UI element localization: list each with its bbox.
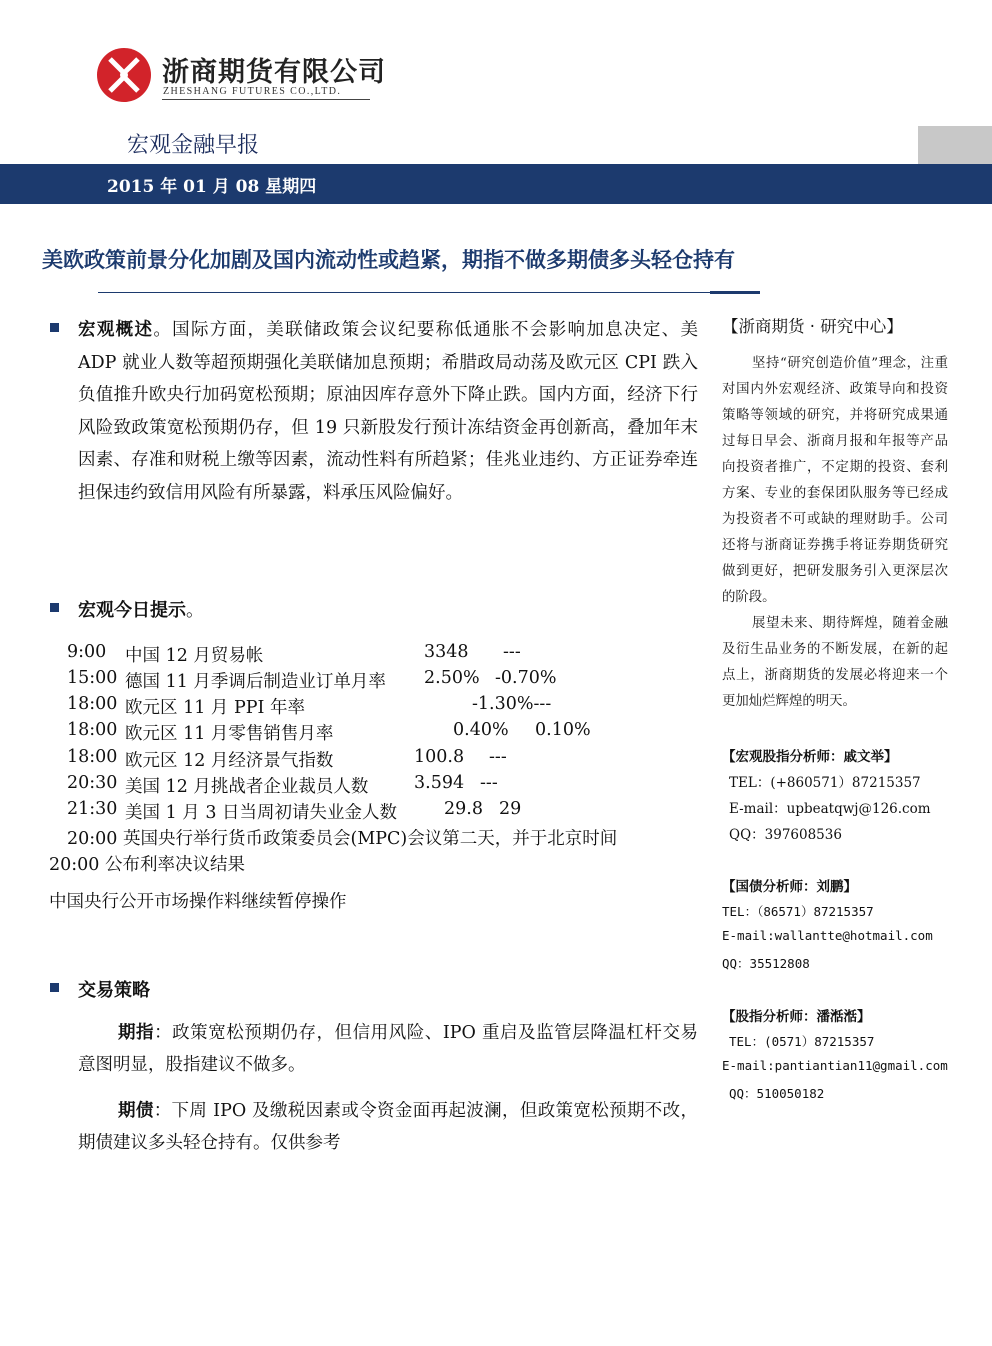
overview-paragraph — [78, 314, 698, 510]
event-name: 德国 11 月季调后制造业订单月率 — [125, 672, 386, 692]
strategy-index-futures: 期指：政策宽松预期仍存，但信用风险、IPO 重启及监管层降温杠杆交易意图明显，股指建议不做多。 — [78, 1023, 698, 1075]
analyst-tel: TEL：（86571）87215357 — [722, 904, 874, 919]
header-accent-box — [918, 126, 992, 164]
event-time: 9:00 — [67, 642, 107, 662]
bullet-square-icon — [50, 983, 59, 992]
mpc-event-line1: 20:00 英国央行举行货币政策委员会(MPC)会议第二天，并于北京时间 — [67, 829, 618, 849]
analyst-heading: 【国债分析师：刘鹏】 — [722, 879, 857, 895]
event-time: 15:00 — [67, 668, 118, 688]
event-previous: 2.50% — [424, 668, 480, 688]
pboc-note: 中国央行公开市场操作料继续暂停操作 — [49, 892, 347, 912]
analyst-tel: TEL：(+860571）87215357 — [729, 775, 921, 791]
event-previous: 29.8 — [444, 799, 483, 819]
analyst-qq: QQ：397608536 — [729, 827, 842, 843]
event-forecast: --- — [489, 747, 507, 767]
event-forecast: 0.10% — [535, 720, 591, 740]
analyst-email[interactable]: E-mail:pantiantian11@gmail.com — [722, 1058, 948, 1073]
strategy-bond-futures: 期债：下周 IPO 及缴税因素或令资金面再起波澜，但政策宽松预期不改，期债建议多头轻仓持有。仅供参考 — [78, 1101, 698, 1153]
analyst-qq: QQ：510050182 — [729, 1086, 825, 1101]
today-title: 宏观今日提示 — [78, 600, 186, 621]
mpc-event-line2: 20:00 公布利率决议结果 — [49, 855, 245, 875]
analyst-email[interactable]: E-mail:wallantte@hotmail.com — [722, 928, 933, 943]
event-name: 欧元区 11 月 PPI 年率 — [125, 698, 305, 718]
event-forecast: 29 — [499, 799, 522, 819]
event-previous: 3348 — [424, 642, 469, 662]
headline-divider — [98, 292, 710, 293]
event-name: 中国 12 月贸易帐 — [125, 646, 264, 666]
event-forecast: -1.30%--- — [472, 694, 552, 714]
event-name: 美国 12 月挑战者企业裁员人数 — [125, 777, 369, 797]
overview-text: 。国际方面，美联储政策会议纪要称低通胀不会影响加息决定、美 ADP 就业人数等超预期强化美联储加息预期；希腊政局动荡及欧元区 CPI 跌入负值推升欧央行加码宽松预期；原油因库存意外下降止跌。国内方面，经济下行风险致政策宽松预期仍存，但 19 只新股发行预计冻结资金再创新高，叠加年末因素、存准和财税上缴等因素，流动性料有所趋紧；佳兆业违约、方正证券牵连担保违约致信用风险有所暴露，料承压风险偏好。 — [78, 320, 698, 503]
analyst-tel: TEL：(0571）87215357 — [729, 1034, 875, 1049]
event-name: 欧元区 11 月零售销售月率 — [125, 724, 334, 744]
event-time: 20:30 — [67, 773, 118, 793]
bullet-square-icon — [50, 323, 59, 332]
event-forecast: --- — [503, 642, 521, 662]
sidebar-intro-p2: 展望未来、期待辉煌，随着金融及衍生品业务的不断发展，在新的起点上，浙商期货的发展必将迎来一个更加灿烂辉煌的明天。 — [722, 616, 948, 709]
event-time: 18:00 — [67, 747, 118, 767]
event-time: 21:30 — [67, 799, 118, 819]
headline-divider-accent — [710, 291, 760, 294]
analyst-qq: QQ：35512808 — [722, 956, 810, 971]
event-name: 欧元区 12 月经济景气指数 — [125, 751, 334, 771]
company-name-cn: 浙商期货有限公司 — [162, 57, 386, 88]
brand-divider — [162, 99, 370, 100]
analyst-heading: 【股指分析师：潘湉湉】 — [722, 1009, 871, 1025]
strategy-title: 交易策略 — [78, 980, 150, 1001]
report-date: 2015 年 01 月 08 星期四 — [107, 177, 317, 197]
event-forecast: -0.70% — [495, 668, 557, 688]
sidebar-intro-p1: 坚持“研究创造价值”理念，注重对国内外宏观经济、政策导向和投资策略等领域的研究，并将研究成果通过每日早会、浙商月报和年报等产品向投资者推广，不定期的投资、套利方案、专业的套保团队服务等已经成为投资者不可或缺的理财助手。公司还将与浙商证券携手将证券期货研究做到更好，把研发服务引入更深层次的阶段。 — [722, 356, 948, 605]
analyst-heading: 【宏观股指分析师：戚文举】 — [722, 749, 898, 765]
event-previous: 100.8 — [414, 747, 465, 767]
overview-title: 宏观概述 — [78, 320, 154, 340]
event-time: 18:00 — [67, 694, 118, 714]
company-name-en: ZHESHANG FUTURES CO.,LTD. — [163, 86, 342, 97]
report-title: 宏观金融早报 — [127, 133, 260, 158]
event-time: 18:00 — [67, 720, 118, 740]
event-previous: 3.594 — [414, 773, 465, 793]
bullet-square-icon — [50, 603, 59, 612]
sidebar-title: 【浙商期货 · 研究中心】 — [722, 317, 903, 336]
event-previous: 0.40% — [453, 720, 509, 740]
event-name: 美国 1 月 3 日当周初请失业金人数 — [125, 803, 398, 823]
company-logo — [96, 47, 152, 103]
analyst-email[interactable]: E-mail：upbeatqwj@126.com — [729, 801, 931, 817]
today-section: 宏观今日提示。 — [78, 600, 204, 621]
event-forecast: --- — [480, 773, 498, 793]
headline: 美欧政策前景分化加剧及国内流动性或趋紧，期指不做多期债多头轻仓持有 — [42, 248, 735, 272]
